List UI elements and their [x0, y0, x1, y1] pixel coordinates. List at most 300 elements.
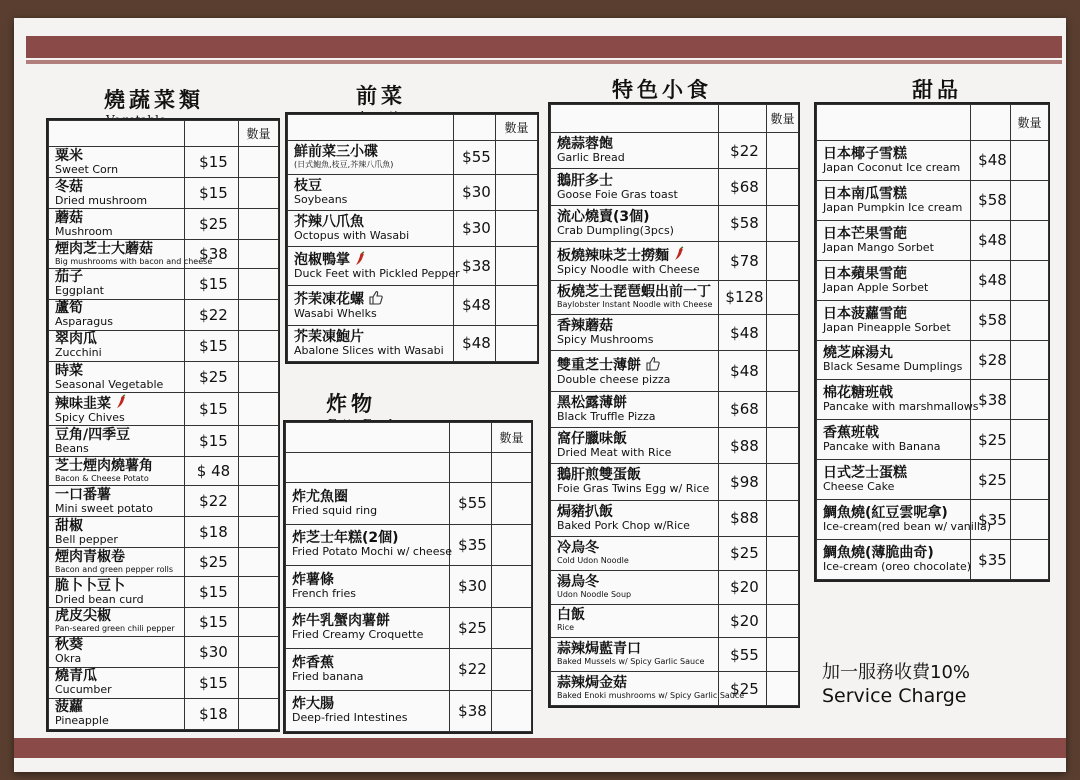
item-price: $48 [719, 314, 767, 350]
qty-cell[interactable] [239, 393, 279, 426]
item-name-zh: 脆卜卜豆卜 [55, 577, 125, 594]
item-name-cell [817, 220, 971, 260]
menu-item-row [551, 351, 799, 391]
qty-cell[interactable] [239, 608, 279, 637]
menu-item-row [286, 566, 532, 608]
qty-cell[interactable] [496, 210, 538, 246]
item-name-zh: 炸薯條 [292, 571, 334, 588]
menu-item-row [817, 540, 1049, 580]
item-name-en: Spicy Mushrooms [557, 333, 654, 347]
menu-item-row [551, 314, 799, 350]
qty-cell[interactable] [496, 285, 538, 325]
item-name-en: Abalone Slices with Wasabi [294, 343, 444, 357]
item-name-cell [49, 577, 185, 608]
item-name-zh: 日本南瓜雪糕 [823, 185, 907, 202]
qty-cell[interactable] [239, 426, 279, 457]
item-name-en: Mini sweet potato [55, 501, 153, 515]
item-name-en: Seasonal Vegetable [55, 377, 164, 391]
qty-cell[interactable] [239, 330, 279, 361]
item-name-cell [817, 380, 979, 420]
item-price: $55 [719, 638, 767, 672]
item-name-zh: 白飯 [557, 607, 585, 624]
item-name-en: Fried squid ring [292, 503, 378, 517]
qty-cell[interactable] [1011, 300, 1049, 340]
menu-item-row [49, 636, 279, 667]
qty-header: 數量 [1011, 105, 1049, 141]
item-name-zh: 香蕉班戟 [823, 425, 879, 442]
snacks-menu [548, 102, 800, 708]
item-price: $22 [185, 299, 239, 330]
chili-icon [673, 247, 685, 263]
qty-cell[interactable] [239, 147, 279, 178]
item-name-cell [551, 281, 719, 315]
item-price: $48 [971, 260, 1011, 300]
item-name-zh: 蒜辣焗金菇 [557, 675, 627, 692]
qty-cell[interactable] [239, 517, 279, 548]
item-name-cell [49, 426, 185, 457]
item-name-cell [49, 147, 185, 178]
item-name-cell [286, 607, 450, 649]
qty-header: 數量 [492, 423, 532, 453]
item-name-cell [551, 537, 719, 571]
item-name-zh: 板燒芝士琵琶蝦出前一丁 [557, 283, 711, 300]
qty-cell[interactable] [239, 457, 279, 486]
menu-item-row [49, 362, 279, 393]
qty-cell[interactable] [239, 209, 279, 240]
item-name-cell [817, 300, 971, 340]
item-name-zh: 黑松露薄餅 [557, 394, 627, 411]
item-name-cell [286, 566, 450, 608]
item-name-en: Dried mushroom [55, 193, 148, 207]
chili-icon [115, 395, 127, 411]
item-name-zh: 芥茉凍花螺 [294, 291, 364, 308]
qty-cell[interactable] [1011, 380, 1049, 420]
qty-cell[interactable] [492, 566, 532, 608]
menu-item-row [286, 524, 532, 566]
qty-cell[interactable] [1011, 141, 1049, 181]
item-price: $35 [971, 540, 1011, 580]
qty-cell[interactable] [239, 178, 279, 209]
qty-cell[interactable] [767, 314, 799, 350]
menu-item-row [288, 325, 538, 361]
item-name-cell [551, 242, 719, 281]
service-charge-note [822, 662, 1022, 708]
item-name-cell [49, 636, 185, 667]
item-name-zh: 粟米 [55, 147, 83, 164]
menu-item-row [817, 380, 1049, 420]
qty-cell[interactable] [767, 427, 799, 463]
item-name-zh: 燒青瓜 [55, 668, 97, 685]
item-price: $18 [185, 698, 239, 729]
item-name-line [55, 395, 184, 412]
item-name-zh: 芝士煙肉燒薯角 [55, 457, 153, 474]
qty-cell[interactable] [767, 169, 799, 205]
qty-cell[interactable] [767, 604, 799, 638]
menu-item-row [49, 517, 279, 548]
item-name-cell [288, 325, 454, 361]
header-blank-cell [817, 105, 971, 141]
item-name-en: Spicy Chives [55, 410, 125, 424]
menu-item-row [49, 667, 279, 698]
menu-item-row [286, 483, 532, 525]
item-price: $18 [185, 517, 239, 548]
qty-cell[interactable] [239, 299, 279, 330]
menu-item-row [49, 457, 279, 486]
qty-cell[interactable] [496, 141, 538, 175]
item-name-cell [551, 638, 719, 672]
qty-cell[interactable] [767, 391, 799, 427]
item-name-cell [286, 483, 450, 525]
item-name-zh: 煙肉芝士大蘑菇 [55, 240, 153, 257]
item-price: $25 [719, 672, 767, 706]
item-name-cell [49, 240, 213, 269]
item-name-cell [551, 500, 719, 536]
qty-cell[interactable] [767, 205, 799, 241]
item-name-en: Okra [55, 652, 82, 666]
item-name-en: Mushroom [55, 224, 113, 238]
qty-cell[interactable] [767, 537, 799, 571]
menu-item-row [286, 607, 532, 649]
header-blank-cell [450, 423, 492, 453]
header-blank-cell [551, 105, 719, 133]
item-name-en: Pancake with Banana [823, 440, 941, 454]
qty-cell[interactable] [496, 174, 538, 210]
item-name-line [294, 290, 453, 308]
item-name-en: Bacon and green pepper rolls [55, 564, 174, 574]
item-name-cell [551, 427, 719, 463]
item-name-en: Bell pepper [55, 532, 118, 546]
qty-cell[interactable] [239, 667, 279, 698]
item-price: $ 48 [185, 457, 239, 486]
item-name-zh: 窩仔臘味飯 [557, 431, 627, 448]
item-price: $35 [450, 524, 492, 566]
item-name-zh: 豆角/四季豆 [55, 426, 131, 443]
item-name-zh: 時菜 [55, 362, 83, 379]
item-name-zh: 棉花糖班戟 [823, 385, 893, 402]
item-name-en: Udon Noodle Soup [557, 589, 632, 599]
menu-item-row [817, 141, 1049, 181]
menu-item-row [551, 242, 799, 281]
qty-cell[interactable] [492, 483, 532, 525]
qty-cell[interactable] [767, 351, 799, 391]
qty-cell[interactable] [1011, 420, 1049, 460]
item-price: $35 [971, 500, 1011, 540]
item-price: $15 [185, 393, 239, 426]
service-charge-en: Service Charge [822, 685, 967, 707]
menu-item-row [551, 464, 799, 500]
item-name-cell [551, 205, 719, 241]
qty-cell[interactable] [492, 524, 532, 566]
item-name-en: Beans [55, 441, 89, 455]
item-name-zh: 芥茉凍鮑片 [294, 328, 364, 345]
menu-item-row [288, 141, 538, 175]
item-name-cell [49, 698, 185, 729]
item-name-en: French fries [292, 586, 357, 600]
item-name-cell [551, 169, 719, 205]
menu-item-row [817, 420, 1049, 460]
item-name-en: (日式鮑魚,枝豆,芥辣八爪魚) [294, 159, 394, 169]
menu-item-row [288, 210, 538, 246]
item-name-zh: 炸大腸 [292, 696, 334, 713]
menu-item-row [49, 240, 279, 269]
item-name-zh: 冷烏冬 [557, 539, 599, 556]
menu-item-row [49, 426, 279, 457]
item-price: $78 [719, 242, 767, 281]
qty-cell[interactable] [767, 570, 799, 604]
qty-cell[interactable] [496, 325, 538, 361]
item-name-zh: 蘑菇 [55, 209, 83, 226]
item-name-cell [49, 393, 185, 426]
menu-item-row [288, 285, 538, 325]
item-name-zh: 翠肉瓜 [55, 331, 97, 348]
item-name-en: Ice-cream (oreo chocolate) [823, 560, 972, 574]
header-blank-cell [286, 423, 450, 453]
heading-fatty-food: 炸物 [326, 391, 376, 416]
qty-cell[interactable] [1011, 500, 1049, 540]
menu-item-row [551, 427, 799, 463]
item-price: $48 [971, 220, 1011, 260]
item-price: $30 [450, 566, 492, 608]
item-name-cell [49, 299, 185, 330]
item-name-zh: 茄子 [55, 269, 83, 286]
item-name-en: Baked Mussels w/ Spicy Garlic Sauce [557, 657, 705, 667]
menu-item-row [817, 180, 1049, 220]
item-price: $38 [454, 246, 496, 285]
qty-cell[interactable] [767, 500, 799, 536]
qty-cell[interactable] [767, 281, 799, 315]
item-price: $98 [719, 464, 767, 500]
qty-cell[interactable] [239, 698, 279, 729]
item-name-cell [49, 330, 185, 361]
item-name-en: Cheese Cake [823, 480, 895, 494]
item-name-cell [49, 517, 185, 548]
item-name-en: Baked Enoki mushrooms w/ Spicy Garlic Sauce [557, 691, 745, 701]
blank-cell [450, 453, 492, 483]
item-price: $38 [971, 380, 1011, 420]
qty-cell[interactable] [1011, 340, 1049, 380]
table-header-row [817, 105, 1049, 141]
qty-cell[interactable] [239, 486, 279, 517]
qty-cell[interactable] [496, 246, 538, 285]
item-name-cell [817, 260, 971, 300]
qty-cell[interactable] [492, 649, 532, 691]
fatty-food-menu [283, 420, 533, 734]
item-name-zh: 甜椒 [55, 517, 83, 534]
item-name-en: Bacon & Cheese Potato [55, 473, 149, 483]
qty-cell[interactable] [1011, 180, 1049, 220]
item-name-zh: 秋葵 [55, 637, 83, 654]
item-name-zh: 炸尤魚圈 [292, 488, 348, 505]
item-name-cell [288, 141, 454, 175]
menu-item-row [551, 391, 799, 427]
qty-cell[interactable] [239, 268, 279, 299]
item-price: $48 [454, 285, 496, 325]
item-name-en: Dried Meat with Rice [557, 446, 672, 460]
qty-cell[interactable] [239, 577, 279, 608]
item-name-cell [551, 464, 719, 500]
item-name-en: Ice-cream(red bean w/ vanilla) [823, 520, 991, 534]
qty-cell[interactable] [767, 672, 799, 706]
menu-item-row [49, 548, 279, 577]
menu-item-row [551, 169, 799, 205]
item-name-cell [817, 500, 991, 540]
item-price: $58 [971, 180, 1011, 220]
qty-cell[interactable] [767, 638, 799, 672]
item-price: $15 [185, 426, 239, 457]
item-price: $20 [719, 604, 767, 638]
qty-cell[interactable] [239, 362, 279, 393]
header-blank-cell [971, 105, 1011, 141]
item-name-en: Fried Creamy Croquette [292, 628, 424, 642]
item-name-en: Octopus with Wasabi [294, 228, 410, 242]
menu-item-row [49, 268, 279, 299]
qty-cell[interactable] [239, 636, 279, 667]
item-price: $25 [450, 607, 492, 649]
top-band [26, 36, 1062, 58]
item-name-cell [288, 174, 454, 210]
qty-cell[interactable] [239, 240, 279, 269]
menu-item-row [49, 608, 279, 637]
qty-cell[interactable] [239, 548, 279, 577]
item-name-cell [49, 178, 185, 209]
item-name-zh: 日本椰子雪糕 [823, 145, 907, 162]
item-name-en: Baked Pork Chop w/Rice [557, 518, 690, 532]
item-name-zh: 鯛魚燒(紅豆雲呢拿) [823, 505, 948, 522]
item-price: $38 [185, 240, 239, 269]
item-name-en: Wasabi Whelks [294, 307, 377, 321]
item-name-cell [551, 604, 719, 638]
appetizer-menu [285, 112, 539, 364]
item-name-cell [288, 210, 454, 246]
menu-item-row [49, 330, 279, 361]
table-header-row [49, 121, 279, 147]
item-name-cell [551, 133, 719, 169]
item-name-zh: 日本蘋果雪葩 [823, 265, 907, 282]
item-name-line [557, 247, 718, 264]
menu-item-row [551, 205, 799, 241]
item-name-zh: 日式芝士蛋糕 [823, 465, 907, 482]
item-name-en: Eggplant [55, 284, 104, 298]
item-name-cell [817, 180, 971, 220]
item-name-cell [49, 608, 185, 637]
qty-cell[interactable] [492, 607, 532, 649]
item-name-en: Pancake with marshmallows [823, 400, 979, 414]
item-name-en: Japan Pumpkin Ice cream [823, 200, 963, 214]
item-price: $38 [450, 690, 492, 732]
item-name-en: Dried bean curd [55, 592, 144, 606]
item-name-zh: 鵝肝多士 [557, 172, 613, 189]
menu-item-row [49, 209, 279, 240]
heading-appetizer: 前菜 [356, 83, 406, 108]
item-name-zh: 鮮前菜三小碟 [294, 143, 378, 160]
menu-item-row [551, 638, 799, 672]
item-name-en: Zucchini [55, 346, 102, 360]
menu-item-row [49, 178, 279, 209]
item-name-cell [49, 268, 185, 299]
item-name-en: Japan Mango Sorbet [823, 240, 934, 254]
bottom-band [14, 738, 1066, 758]
item-name-cell [49, 667, 185, 698]
qty-cell[interactable] [1011, 460, 1049, 500]
item-name-zh: 流心燒賣(3個) [557, 208, 650, 225]
chili-icon [354, 252, 366, 268]
item-name-line [557, 356, 718, 374]
table-header-row [551, 105, 799, 133]
menu-item-row [551, 570, 799, 604]
item-name-cell [288, 246, 460, 285]
table-header-row [286, 423, 532, 453]
item-price: $128 [719, 281, 767, 315]
item-name-cell [286, 690, 450, 732]
item-name-en: Fried banana [292, 669, 364, 683]
item-name-cell [551, 570, 719, 604]
qty-cell[interactable] [767, 133, 799, 169]
menu-item-row [49, 577, 279, 608]
item-name-en: Deep-fried Intestines [292, 711, 408, 725]
item-price: $22 [185, 486, 239, 517]
menu-item-row [288, 174, 538, 210]
item-name-cell [551, 391, 719, 427]
item-name-en: Goose Foie Gras toast [557, 187, 678, 201]
item-name-zh: 雙重芝士薄餅 [557, 357, 641, 374]
qty-cell[interactable] [1011, 540, 1049, 580]
header-blank-cell [719, 105, 767, 133]
header-blank-cell [185, 121, 239, 147]
item-name-en: Cucumber [55, 683, 112, 697]
item-price: $15 [185, 268, 239, 299]
item-price: $30 [185, 636, 239, 667]
item-name-cell [49, 486, 185, 517]
item-name-cell [49, 457, 185, 486]
item-name-cell [817, 340, 971, 380]
menu-item-row [551, 281, 799, 315]
menu-item-row [817, 460, 1049, 500]
item-name-zh: 焗豬扒飯 [557, 503, 613, 520]
menu-item-row [817, 500, 1049, 540]
menu-item-row [286, 690, 532, 732]
qty-cell[interactable] [492, 690, 532, 732]
item-price: $55 [454, 141, 496, 175]
qty-cell[interactable] [767, 242, 799, 281]
item-price: $15 [185, 330, 239, 361]
blank-cell [286, 453, 450, 483]
qty-cell[interactable] [1011, 260, 1049, 300]
qty-cell[interactable] [767, 464, 799, 500]
qty-cell[interactable] [1011, 220, 1049, 260]
item-name-cell [49, 209, 185, 240]
item-name-zh: 菠蘿 [55, 699, 83, 716]
item-price: $22 [450, 649, 492, 691]
item-name-zh: 虎皮尖椒 [55, 608, 111, 625]
item-name-zh: 燒蒜蓉飽 [557, 136, 613, 153]
heading-snacks: 特色小食 [612, 77, 712, 102]
blank-cell [492, 453, 532, 483]
heading-dessert: 甜品 [912, 77, 962, 102]
item-name-en: Foie Gras Twins Egg w/ Rice [557, 482, 710, 496]
item-price: $55 [450, 483, 492, 525]
item-name-en: Japan Coconut Ice cream [823, 160, 961, 174]
item-name-cell [817, 460, 971, 500]
item-name-zh: 香辣蘑菇 [557, 318, 613, 335]
menu-item-row [49, 147, 279, 178]
item-name-en: Baylobster Instant Noodle with Cheese [557, 299, 713, 309]
item-price: $25 [185, 548, 239, 577]
item-name-en: Asparagus [55, 315, 113, 329]
menu-item-row [551, 672, 799, 706]
thumbs-up-icon [368, 290, 384, 308]
item-name-en: Rice [557, 623, 575, 633]
menu-item-row [551, 500, 799, 536]
